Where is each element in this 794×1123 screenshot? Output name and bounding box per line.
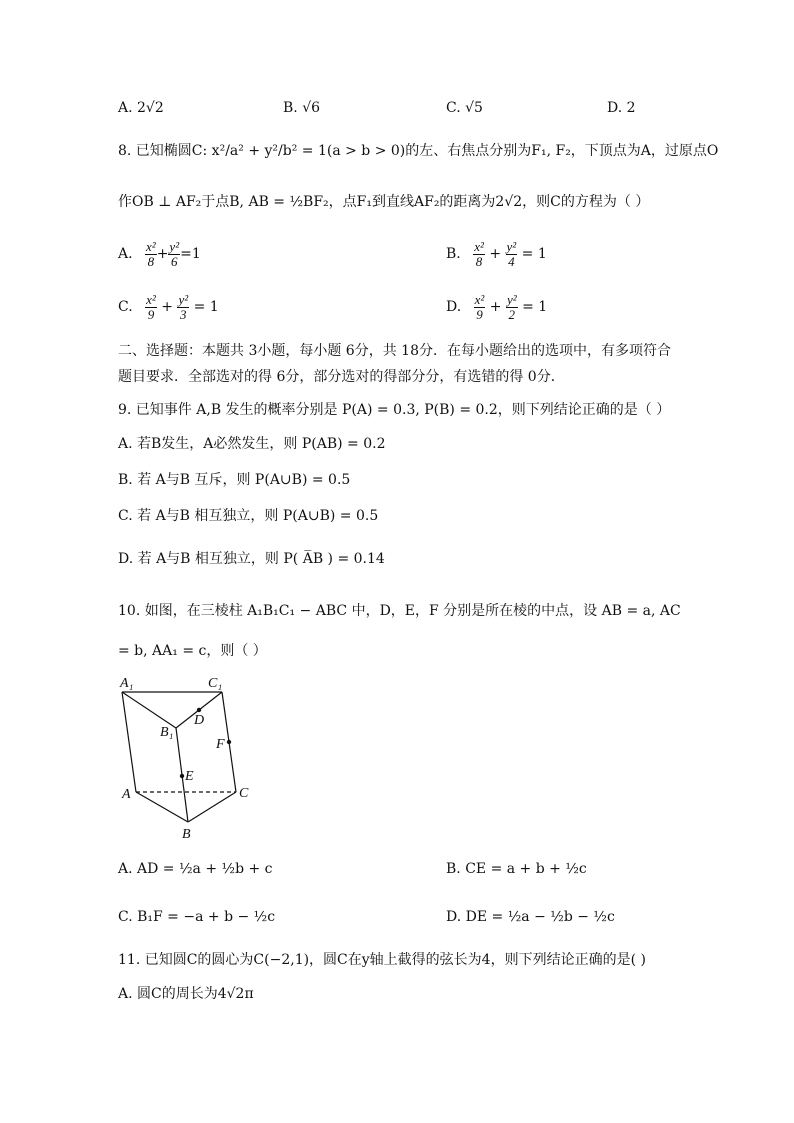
label-d: D <box>194 713 205 728</box>
q7-option-c: C. √5 <box>446 100 483 116</box>
q10-stem-line1: 10. 如图，在三棱柱 A₁B₁C₁ − ABC 中，D，E，F 分别是所在棱的中点，设 AB = a, AC <box>118 603 681 619</box>
q11-option-a: A. 圆C的周长为4√2π <box>118 986 254 1002</box>
edge-a1b1 <box>122 692 176 728</box>
label-a1: A₁ <box>120 676 134 691</box>
point-f <box>227 740 231 744</box>
q8-stem-line1: 8. 已知椭圆C: x²/a² + y²/b² = 1(a > b > 0)的左、右焦点分别为F₁, F₂，下顶点为A，过原点O <box>118 143 719 159</box>
q8-option-b: B. $\frac{\text{x²}}{8}$ + $\frac{\text{y²}}{4}$ = 1 <box>446 239 547 269</box>
edge-ab <box>136 792 188 822</box>
label-e: E <box>185 769 194 784</box>
label-b: B <box>182 827 191 842</box>
q10-option-c: C. B₁F = −a + b − ½c <box>118 909 276 925</box>
edge-aa1 <box>122 692 136 792</box>
edge-bc <box>188 792 236 822</box>
q7-option-b: B. √6 <box>283 100 321 116</box>
q8-option-d: D. $\frac{\text{x²}}{9}$ + $\frac{\text{y²}}{2}$ = 1 <box>446 292 548 322</box>
q9-option-a: A. 若B发生，A必然发生，则 P(AB) = 0.2 <box>118 436 386 452</box>
label-c: C <box>239 786 249 801</box>
point-e <box>180 774 184 778</box>
q8-option-c: C. $\frac{\text{x²}}{9}$ + $\frac{\text{y²}}{3}$ = 1 <box>118 292 219 322</box>
section2-instructions-line2: 题目要求．全部选对的得 6分，部分选对的得部分分，有选错的得 0分． <box>118 369 565 385</box>
q9-stem: 9. 已知事件 A,B 发生的概率分别是 P(A) = 0.3, P(B) = 0.2，则下列结论正确的是（ ） <box>118 402 671 418</box>
q9-option-c: C. 若 A与B 相互独立，则 P(A∪B) = 0.5 <box>118 508 379 524</box>
q10-stem-line2: = b, AA₁ = c，则（ ） <box>118 643 267 659</box>
q11-stem: 11. 已知圆C的圆心为C(−2,1)，圆C在y轴上截得的弦长为4，则下列结论正确的是( ) <box>118 952 646 968</box>
triangular-prism-figure <box>118 672 258 848</box>
q7-option-a: A. 2√2 <box>118 100 164 116</box>
label-b1: B₁ <box>160 725 174 740</box>
label-f: F <box>216 737 225 752</box>
q10-option-b: B. CE = a + b + ½c <box>446 861 587 877</box>
label-a: A <box>122 787 131 802</box>
q7-option-d: D. 2 <box>607 100 636 116</box>
q9-option-b: B. 若 A与B 互斥，则 P(A∪B) = 0.5 <box>118 472 351 488</box>
q10-option-d: D. DE = ½a − ½b − ½c <box>446 909 615 925</box>
q8-option-a: A. $\frac{\text{x²}}{8}$ + $\frac{\text{y²}}{6}$ =1 <box>118 239 201 269</box>
q10-option-a: A. AD = ½a + ½b + c <box>118 861 273 877</box>
label-c1: C₁ <box>208 676 223 691</box>
section2-instructions-line1: 二、选择题：本题共 3小题，每小题 6分，共 18分．在每小题给出的选项中，有多项符合 <box>118 343 671 359</box>
q8-stem-line2: 作OB ⊥ AF₂于点B, AB = ½BF₂，点F₁到直线AF₂的距离为2√2，则C的方程为（ ） <box>118 194 650 210</box>
q9-option-d: D. 若 A与B 相互独立，则 P( A̅B ) = 0.14 <box>118 551 385 567</box>
point-d <box>197 708 201 712</box>
